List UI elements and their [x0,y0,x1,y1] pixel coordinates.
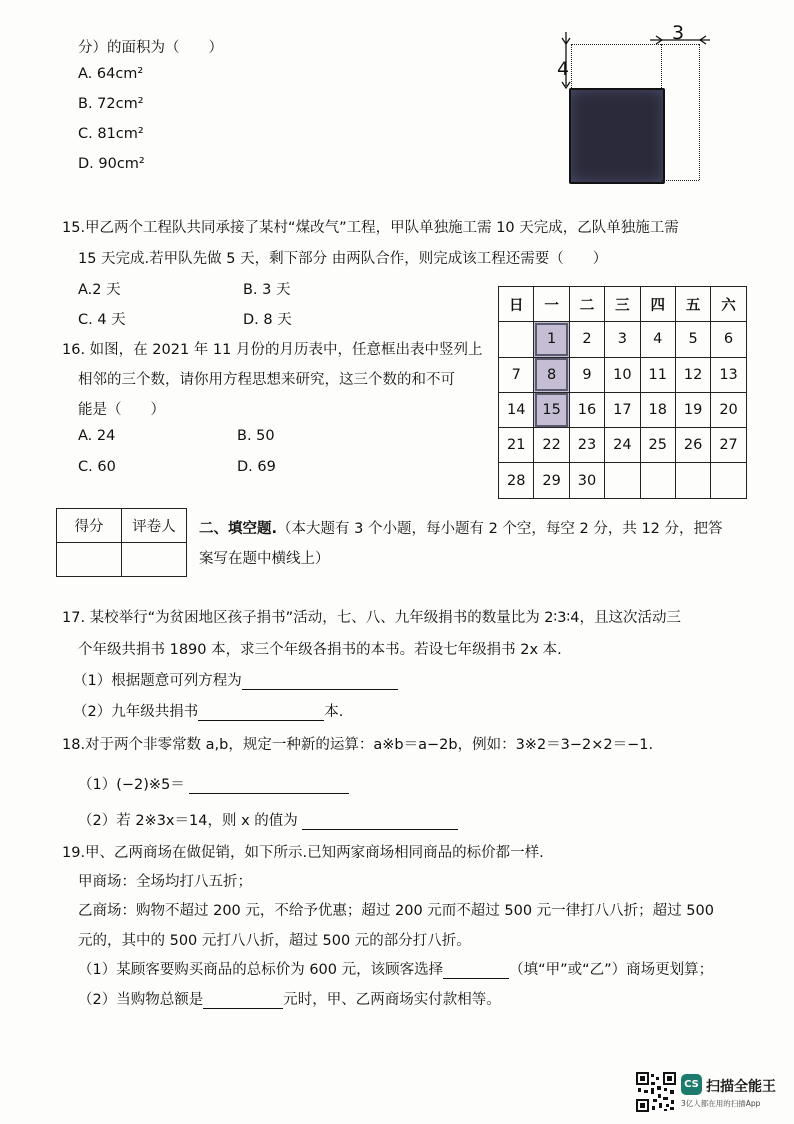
q16-line1: 16. 如图，在 2021 年 11 月份的月历表中，任意框出表中竖列上 [62,342,483,358]
q17-sub2-tail: 本. [324,704,344,720]
q17-answer-blank-1[interactable] [242,673,398,690]
calendar-cell: 29 [534,463,569,498]
calendar-header-cell: 六 [711,287,746,322]
section2-title: 二、填空题. [199,521,278,537]
calendar-header-cell: 日 [499,287,534,322]
q16-line3: 能是（ ） [78,402,165,418]
calendar-cell: 13 [711,357,746,392]
calendar-cell: 3 [605,322,640,357]
calendar-row [499,463,747,498]
calendar-cell-highlighted: 8 [534,357,569,392]
calendar-cell: 17 [605,392,640,427]
q18-sub2 [78,809,458,830]
q18-sub2-text: （2）若 2※3x＝14，则 x 的值为 [78,813,298,829]
q17-sub2-text: （2）九年级共捐书 [73,704,199,720]
q17-answer-blank-2[interactable] [198,704,324,721]
q19-sub1-tail: （填“甲”或“乙”）商场更划算； [509,962,714,978]
section2-desc: （本大题有 3 个小题，每小题有 2 个空，每空 2 分，共 12 分，把答 [277,521,723,537]
q19-line2: 甲商场：全场均打八五折； [78,874,252,890]
dim-label-4: 4 [557,58,570,80]
calendar-cell: 11 [640,357,675,392]
calendar-cell: 4 [640,322,675,357]
q17-line1: 17. 某校举行“为贫困地区孩子捐书”活动，七、八、九年级捐书的数量比为 2∶3∶4，且这次活动三 [62,610,682,626]
q19-answer-blank-1[interactable] [443,962,509,979]
q17-line2: 个年级共捐书 1890 本，求三个年级各捐书的本书。若设七年级捐书 2x 本. [78,642,562,658]
q17-sub1 [73,669,398,690]
calendar-cell: 6 [711,322,746,357]
calendar-row [499,428,747,463]
q19-answer-blank-2[interactable] [203,992,283,1009]
calendar-cell: 22 [534,428,569,463]
dimension-arrows [550,24,720,104]
q18-sub1-text: （1）(−2)※5＝ [78,777,185,793]
calendar-cell: 12 [675,357,710,392]
calendar-cell: 24 [605,428,640,463]
score-box-label-grader: 评卷人 [122,509,187,543]
watermark-tagline: 3亿人都在用的扫描App [681,1099,761,1108]
calendar-header-cell: 四 [640,287,675,322]
q16-option-a: A. 24 [78,428,116,444]
calendar-cell: 26 [675,428,710,463]
calendar-row [499,322,747,357]
section2-heading-line1 [199,517,723,538]
calendar-cell: 16 [569,392,604,427]
dim-label-3: 3 [672,22,685,44]
calendar-header-cell: 二 [569,287,604,322]
calendar-cell: 18 [640,392,675,427]
calendar-cell: 10 [605,357,640,392]
q17-sub1-text: （1）根据题意可列方程为 [73,673,242,689]
q19-line3: 乙商场：购物不超过 200 元，不给予优惠；超过 200 元而不超过 500 元一律打八八折；超过 500 [78,903,714,919]
q15-line1: 15.甲乙两个工程队共同承接了某村“煤改气”工程，甲队单独施工需 10 天完成，乙队单独施工需 [62,220,679,236]
calendar-cell: 2 [569,322,604,357]
calendar-cell: 21 [499,428,534,463]
camscanner-logo-icon: CS [681,1074,702,1095]
calendar-cell: 28 [499,463,534,498]
q16-option-b: B. 50 [237,428,275,444]
calendar-cell: 23 [569,428,604,463]
calendar-cell [605,463,640,498]
dotted-bottom [661,180,699,181]
q15-option-d: D. 8 天 [243,312,292,328]
q18-answer-blank-1[interactable] [189,777,349,794]
calendar-cell-highlighted: 1 [534,322,569,357]
q14-option-d: D. 90cm² [78,156,145,172]
qr-code-icon [636,1072,676,1112]
calendar-cell [675,463,710,498]
calendar-cell: 14 [499,392,534,427]
calendar-cell: 7 [499,357,534,392]
calendar-table [498,286,747,499]
q14-option-b: B. 72cm² [78,96,144,112]
calendar-cell: 5 [675,322,710,357]
q19-sub2-text: （2）当购物总额是 [78,992,204,1008]
calendar-header-cell: 一 [534,287,569,322]
calendar-cell: 20 [711,392,746,427]
q15-option-b: B. 3 天 [243,282,291,298]
calendar-row [499,357,747,392]
q18-line1: 18.对于两个非零常数 a,b，规定一种新的运算：a※b＝a−2b，例如：3※2＝3−2×2＝−1. [62,737,654,753]
q16-line2: 相邻的三个数，请你用方程思想来研究，这三个数的和不可 [78,372,455,388]
q18-sub1 [78,773,349,794]
section2-heading-line2: 案写在题中横线上） [199,551,330,567]
q15-option-a: A.2 天 [78,282,121,298]
q19-sub1 [78,958,713,979]
q18-answer-blank-2[interactable] [302,813,458,830]
calendar-cell-highlighted: 15 [534,392,569,427]
q19-line4: 元的，其中的 500 元打八八折，超过 500 元的部分打八折。 [78,933,471,949]
calendar-cell: 27 [711,428,746,463]
calendar-header-cell: 五 [675,287,710,322]
q16-option-d: D. 69 [237,459,276,475]
q17-sub2 [73,700,343,721]
calendar-cell [499,322,534,357]
q14-option-a: A. 64cm² [78,66,144,82]
q19-line1: 19.甲、乙两商场在做促销，如下所示.已知两家商场相同商品的标价都一样. [62,845,544,861]
calendar-cell: 9 [569,357,604,392]
score-box-cell-score[interactable] [57,543,122,577]
calendar-cell: 25 [640,428,675,463]
score-box [56,508,187,577]
watermark-brand: 扫描全能王 [706,1079,776,1095]
q15-option-c: C. 4 天 [78,312,126,328]
calendar-cell [711,463,746,498]
score-box-label-score: 得分 [57,509,122,543]
calendar-header-cell: 三 [605,287,640,322]
q19-sub2 [78,988,501,1009]
q19-sub1-text: （1）某顾客要购买商品的总标价为 600 元，该顾客选择 [78,962,444,978]
q16-option-c: C. 60 [78,459,116,475]
calendar-cell: 30 [569,463,604,498]
calendar-cell [640,463,675,498]
calendar-header-row [499,287,747,322]
calendar-row [499,392,747,427]
calendar-cell: 19 [675,392,710,427]
q15-line2: 15 天完成.若甲队先做 5 天，剩下部分 由两队合作，则完成该工程还需要（ ） [78,251,608,267]
score-box-cell-grader[interactable] [122,543,187,577]
q14-option-c: C. 81cm² [78,126,144,142]
q19-sub2-tail: 元时，甲、乙两商场实付款相等。 [283,992,501,1008]
q14-stem: 分）的面积为（ ） [78,40,223,56]
